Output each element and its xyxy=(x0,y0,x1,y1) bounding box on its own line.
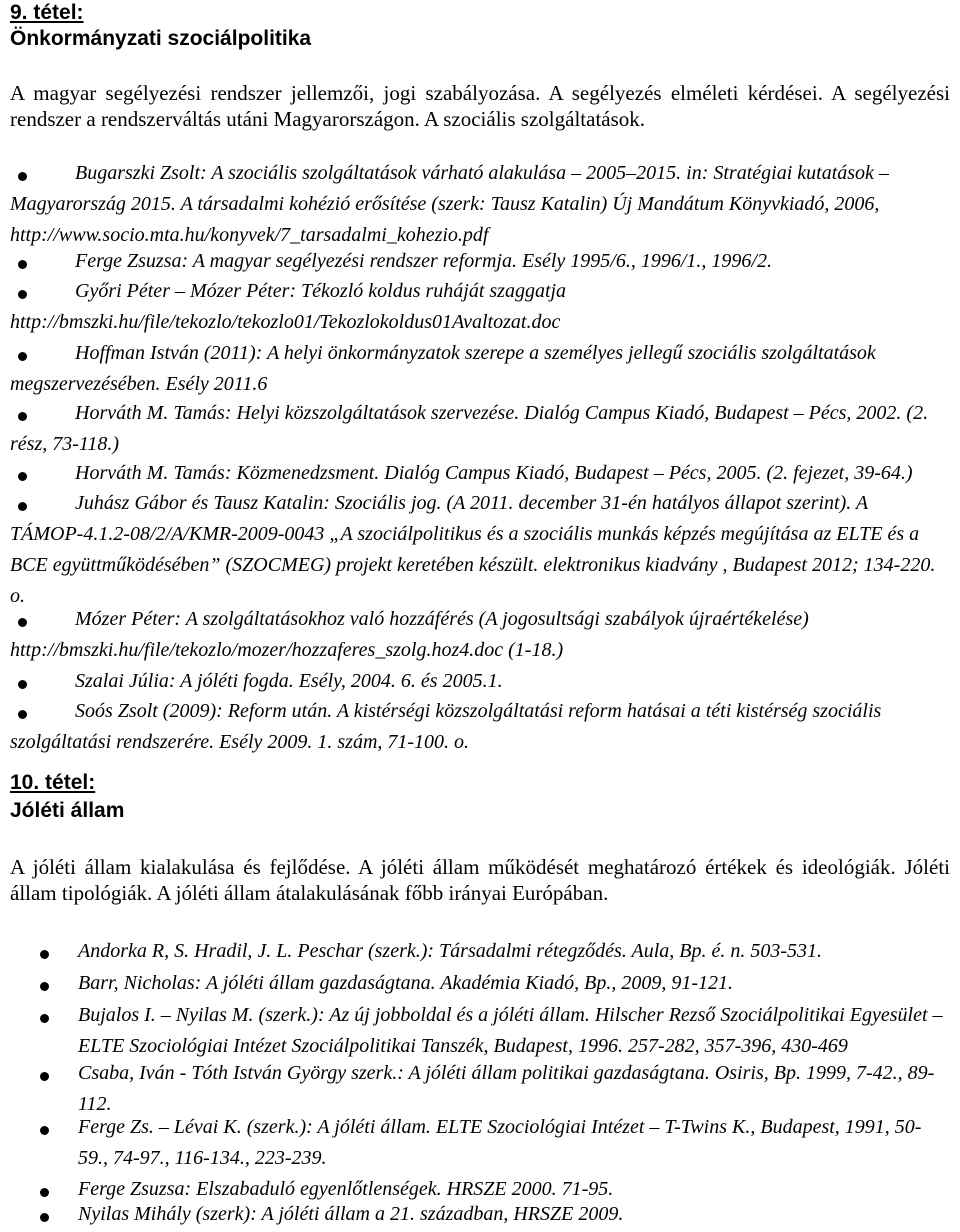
reference-text: Bugarszki Zsolt: A szociális szolgáltatások várható alakulása – 2005–2015. in: Stratégiai kutatások – Magyarország 2015. A társadalmi kohézió erősítése (szerk: Tausz Katalin) Új Mandátum Könyvkiadó, 2006, http://www.socio.mta.hu/konyvek/7_tarsadalmi_kohezio.pdf xyxy=(10,162,889,246)
bullet-icon xyxy=(40,1126,49,1135)
reference-text: Bujalos I. – Nyilas M. (szerk.): Az új jobboldal és a jóléti állam. Hilscher Rezső Szociálpolitikai Egyesület – ELTE Szociológiai Intézet Szociálpolitikai Tanszék, Budapest, 1996. 257-282, 357-396, 430-469 xyxy=(78,1004,943,1057)
section-intro: A jóléti állam kialakulása és fejlődése. A jóléti állam működését meghatározó értékek és ideológiák. Jóléti állam tipológiák. A jóléti állam átalakulásának főbb irányai Európában. xyxy=(10,855,950,905)
reference-item xyxy=(10,488,940,612)
reference-text: Ferge Zsuzsa: Elszabaduló egyenlőtlenségek. HRSZE 2000. 71-95. xyxy=(78,1178,614,1200)
reference-item xyxy=(10,604,940,666)
reference-text: Juhász Gábor és Tausz Katalin: Szociális jog. (A 2011. december 31-én hatályos állapot szerint). A TÁMOP-4.1.2-08/2/A/KMR-2009-0043 „A szociálpolitikus és a szociális munkás képzés megújítása az ELTE és a BCE együttműködésében” (SZOCMEG) projekt keretében készült. elektronikus kiadvány , Budapest 2012; 134-220. o. xyxy=(10,492,936,607)
reference-item xyxy=(10,398,940,460)
reference-text: Szalai Júlia: A jóléti fogda. Esély, 2004. 6. és 2005.1. xyxy=(75,670,503,692)
bullet-icon xyxy=(40,1213,49,1222)
reference-item xyxy=(10,158,940,251)
section-title: Jóléti állam xyxy=(10,799,125,822)
section-number: 9. tétel: xyxy=(10,1,84,24)
bullet-icon xyxy=(40,1014,49,1023)
reference-text: Mózer Péter: A szolgáltatásokhoz való hozzáférés (A jogosultsági szabályok újraértékelése) http://bmszki.hu/file/tekozlo/mozer/hozzaferes_szolg.hoz4.doc (1-18.) xyxy=(10,608,809,661)
reference-item xyxy=(78,936,950,967)
bullet-icon xyxy=(40,1188,49,1197)
bullet-icon xyxy=(40,1072,49,1081)
bullet-icon xyxy=(40,950,49,959)
reference-item xyxy=(10,246,940,277)
reference-text: Ferge Zs. – Lévai K. (szerk.): A jóléti állam. ELTE Szociológiai Intézet – T-Twins K., Budapest, 1991, 50-59., 74-97., 116-134., 223-239. xyxy=(78,1116,922,1169)
section-intro: A magyar segélyezési rendszer jellemzői, jogi szabályozása. A segélyezés elméleti kérdései. A segélyezési rendszer a rendszerváltás utáni Magyarországon. A szociális szolgáltatások. xyxy=(10,81,950,131)
reference-item xyxy=(10,458,940,489)
reference-item xyxy=(78,1199,950,1230)
reference-text: Ferge Zsuzsa: A magyar segélyezési rendszer reformja. Esély 1995/6., 1996/1., 1996/2. xyxy=(75,250,772,272)
reference-item xyxy=(78,968,950,999)
bullet-icon xyxy=(40,982,49,991)
reference-text: Hoffman István (2011): A helyi önkormányzatok szerepe a személyes jellegű szociális szolgáltatások megszervezésében. Esély 2011.6 xyxy=(10,342,876,395)
reference-text: Győri Péter – Mózer Péter: Tékozló koldus ruháját szaggatja http://bmszki.hu/file/tekozlo/tekozlo01/Tekozlokoldus01Avaltozat.doc xyxy=(10,280,567,333)
reference-text: Horváth M. Tamás: Helyi közszolgáltatások szervezése. Dialóg Campus Kiadó, Budapest – Pécs, 2002. (2. rész, 73-118.) xyxy=(10,402,929,455)
reference-item xyxy=(10,276,940,338)
section-number: 10. tétel: xyxy=(10,771,96,794)
reference-item xyxy=(78,1000,950,1062)
section-title: Önkormányzati szociálpolitika xyxy=(10,27,312,50)
reference-text: Horváth M. Tamás: Közmenedzsment. Dialóg Campus Kiadó, Budapest – Pécs, 2005. (2. fejezet, 39-64.) xyxy=(75,462,913,484)
reference-text: Barr, Nicholas: A jóléti állam gazdaságtana. Akadémia Kiadó, Bp., 2009, 91-121. xyxy=(78,972,733,994)
reference-item xyxy=(78,1112,950,1174)
reference-text: Andorka R, S. Hradil, J. L. Peschar (szerk.): Társadalmi rétegződés. Aula, Bp. é. n. 503-531. xyxy=(78,940,823,962)
reference-text: Csaba, Iván - Tóth István György szerk.: A jóléti állam politikai gazdaságtana. Osiris, Bp. 1999, 7-42., 89-112. xyxy=(78,1062,935,1115)
reference-item xyxy=(10,338,940,400)
reference-item xyxy=(10,696,940,758)
reference-text: Nyilas Mihály (szerk): A jóléti állam a 21. században, HRSZE 2009. xyxy=(78,1203,624,1225)
reference-item xyxy=(10,666,940,697)
reference-item xyxy=(78,1058,950,1120)
reference-text: Soós Zsolt (2009): Reform után. A kistérségi közszolgáltatási reform hatásai a téti kistérség szociális szolgáltatási rendszerére. Esély 2009. 1. szám, 71-100. o. xyxy=(10,700,882,753)
